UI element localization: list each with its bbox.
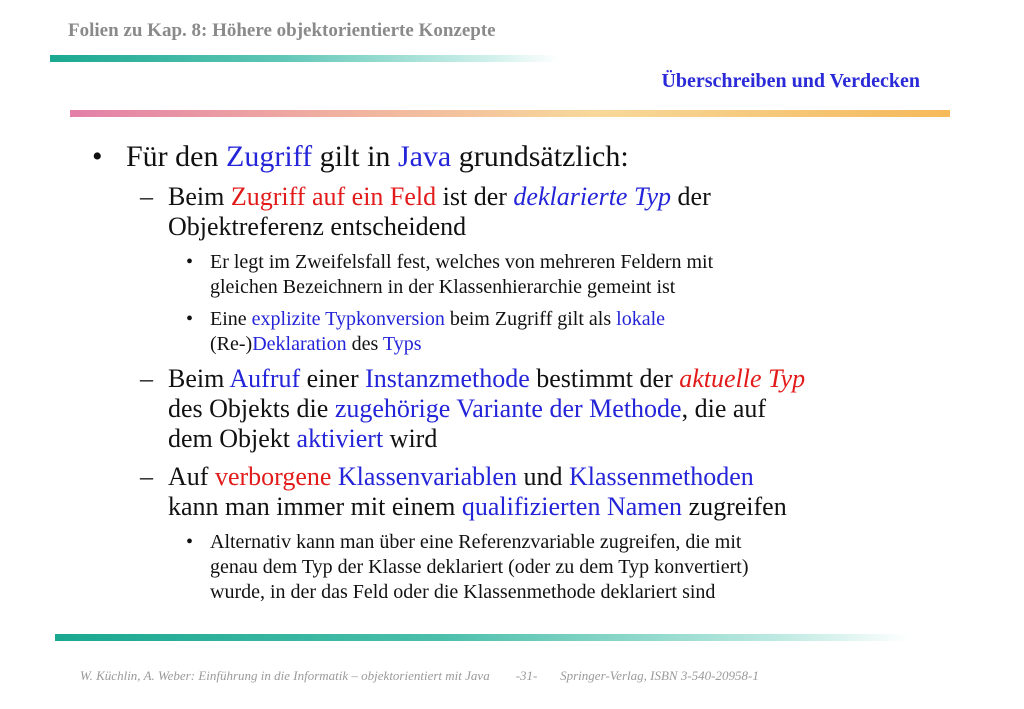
small-bullet-marker: • <box>186 531 194 553</box>
footer-publisher: Springer-Verlag, ISBN 3-540-20958-1 <box>560 668 759 683</box>
dash-marker: – <box>140 364 153 393</box>
footer-divider <box>55 634 910 641</box>
small-bullet-marker: • <box>186 251 194 273</box>
bullet-marker: • <box>92 140 103 173</box>
title-divider <box>70 110 950 117</box>
slide-footer <box>80 668 759 684</box>
detail-type-conversion: Eine explizite Typkonversion beim Zugriff gilt als lokale (Re-)Deklaration des Typs <box>210 308 666 355</box>
dash-marker: – <box>140 462 153 491</box>
top-divider <box>50 55 560 62</box>
sub-bullet-hidden-members: Auf verborgene Klassenvariablen und Klassenmethoden kann man immer mit einem qualifizierten Namen zugreifen <box>168 462 787 521</box>
sub-bullet-field-access: Beim Zugriff auf ein Feld ist der deklarierte Typ der Objektreferenz entscheidend <box>168 182 711 241</box>
small-bullet-marker: • <box>186 308 194 330</box>
sub-bullet-method-call: Beim Aufruf einer Instanzmethode bestimmt der aktuelle Typ des Objekts die zugehörige Variante der Methode, die auf dem Objekt aktiviert wird <box>168 364 806 453</box>
slide-header: Folien zu Kap. 8: Höhere objektorientierte Konzepte <box>68 20 496 41</box>
footer-page-number: -31- <box>515 668 538 683</box>
footer-authors: W. Küchlin, A. Weber: Einführung in die Informatik – objektorientiert mit Java <box>80 668 490 683</box>
slide-subtitle: Überschreiben und Verdecken <box>661 70 920 92</box>
detail-alternative-access: Alternativ kann man über eine Referenzvariable zugreifen, die mit genau dem Typ der Klasse deklariert (oder zu dem Typ konvertiert) wurde, in der das Feld oder die Klassenmethode deklariert sind <box>210 531 749 603</box>
dash-marker: – <box>140 182 153 211</box>
bullet-main: Für den Zugriff gilt in Java grundsätzlich: <box>126 140 629 173</box>
detail-field-selection: Er legt im Zweifelsfall fest, welches von mehreren Feldern mit gleichen Bezeichnern in der Klassenhierarchie gemeint ist <box>210 251 714 298</box>
